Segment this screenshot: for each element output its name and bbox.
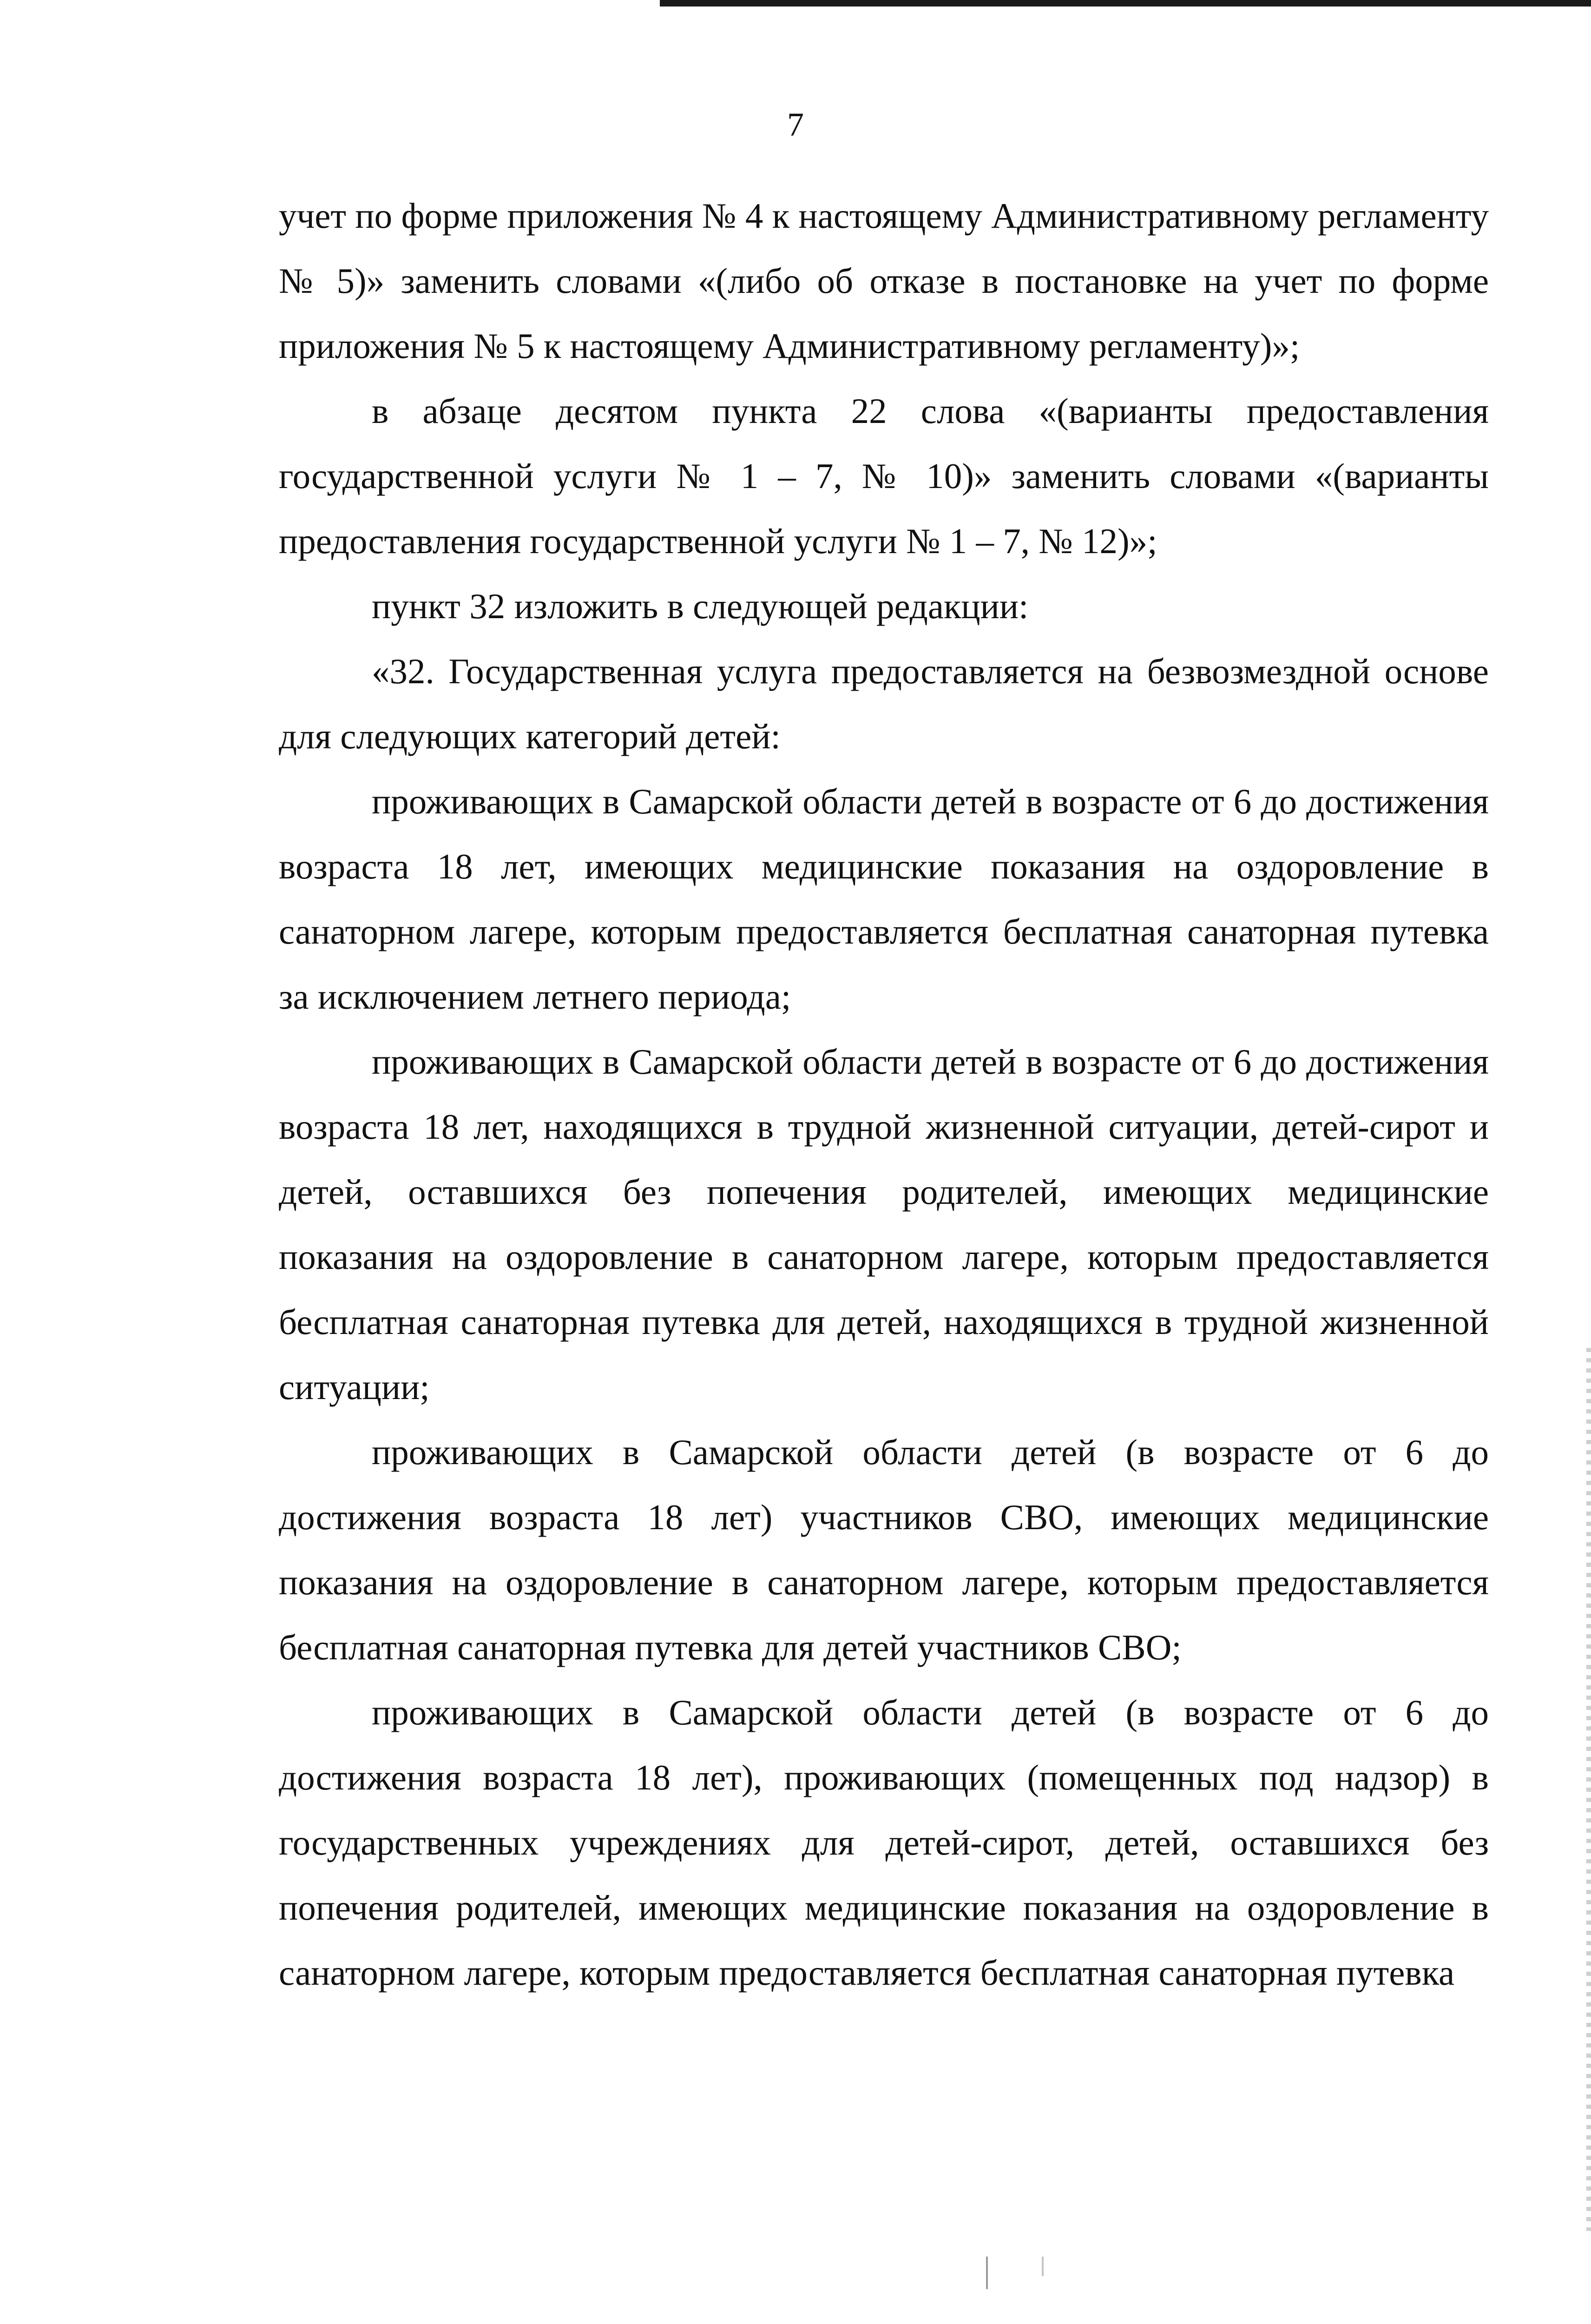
scan-edge-top: [660, 0, 1591, 7]
paragraph-item-22: в абзаце десятом пункта 22 слова «(варианты предоставления государственной услуги № 1 – 7, № 10)» заменить словами «(варианты предоставления государственной услуги № 1 – 7, № 12)»;: [279, 391, 1489, 561]
paragraph-category-2: проживающих в Самарской области детей в возрасте от 6 до достижения возраста 18 лет, находящихся в трудной жизненной ситуации, детей-сирот и детей, оставшихся без попечения родителей, имеющих медицинские показания на оздоровление в санаторном лагере, которым предоставляется бесплатная санаторная путевка для детей, находящихся в трудной жизненной ситуации;: [279, 1042, 1489, 1407]
paragraph-item-32-text: «32. Государственная услуга предоставляется на безвозмездной основе для следующих категорий детей:: [279, 651, 1489, 756]
paragraph-category-4: проживающих в Самарской области детей (в возрасте от 6 до достижения возраста 18 лет), проживающих (помещенных под надзор) в государственных учреждениях для детей-сирот, детей, оставшихся без попечения родителей, имеющих медицинские показания на оздоровление в санаторном лагере, которым предоставляется бесплатная санаторная путевка: [279, 1692, 1489, 1993]
paragraph-category-1: проживающих в Самарской области детей в возрасте от 6 до достижения возраста 18 лет, имеющих медицинские показания на оздоровление в санаторном лагере, которым предоставляется бесплатная санаторная путевка за исключением летнего периода;: [279, 781, 1489, 1017]
paragraph-continuation: учет по форме приложения № 4 к настоящему Административному регламенту № 5)» заменить словами «(либо об отказе в постановке на учет по форме приложения № 5 к настоящему Административному регламенту)»;: [279, 196, 1489, 366]
paragraph-category-3: проживающих в Самарской области детей (в возрасте от 6 до достижения возраста 18 лет) участников СВО, имеющих медицинские показания на оздоровление в санаторном лагере, которым предоставляется бесплатная санаторная путевка для детей участников СВО;: [279, 1432, 1489, 1667]
paragraph-item-32-intro: пункт 32 изложить в следующей редакции:: [372, 586, 1029, 626]
document-body: [279, 183, 1489, 2005]
scan-artifact: [1042, 2257, 1044, 2276]
page-number: 7: [787, 106, 804, 143]
scan-artifact: [986, 2257, 988, 2289]
scan-edge-right: [1586, 1348, 1591, 2231]
